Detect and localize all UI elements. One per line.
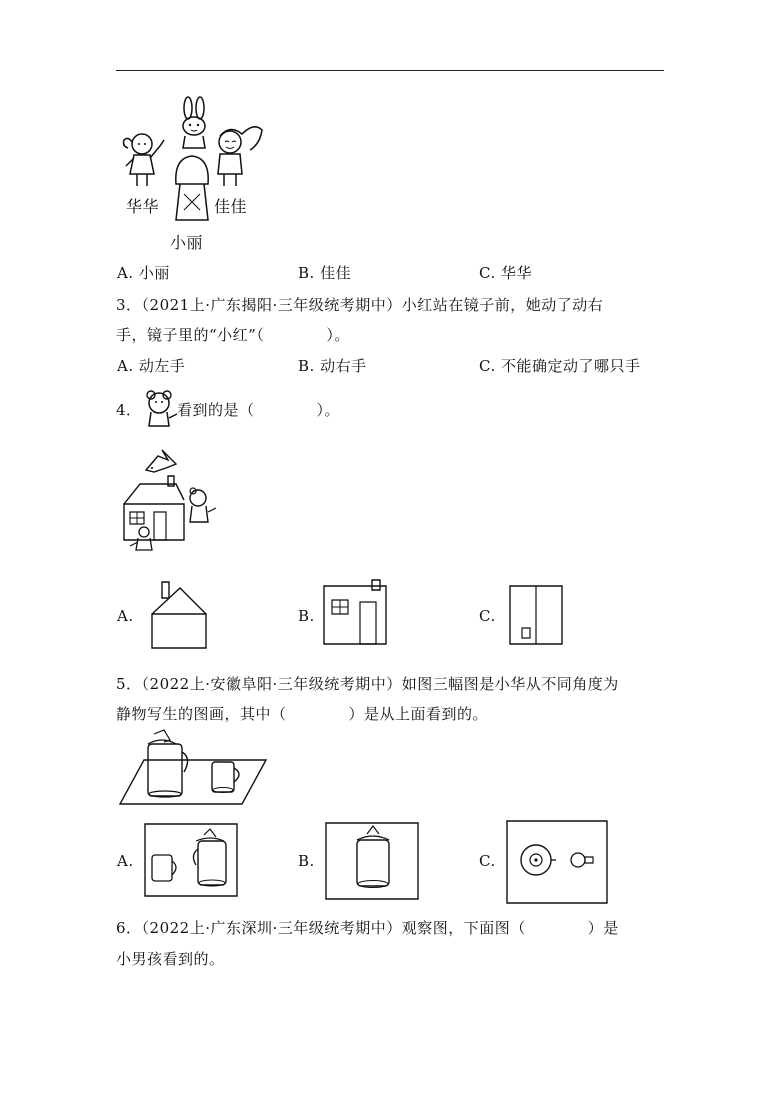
q4-option-b-label[interactable]: B. (298, 607, 315, 625)
q5-option-b-label[interactable]: B. (298, 852, 315, 870)
option-letter: B. (298, 264, 315, 282)
name-jiajia: 佳佳 (214, 197, 248, 216)
q3-option-b[interactable] (298, 356, 367, 376)
q6-stem-line1: 6．（2022上·广东深圳·三年级统考期中）观察图，下面图（ ）是 (116, 919, 619, 937)
girl-jiajia-icon (210, 120, 265, 190)
house-side-b-icon[interactable] (322, 578, 388, 646)
q4-option-a-label[interactable]: A. (117, 607, 134, 625)
house-back-c-icon[interactable] (508, 584, 564, 646)
still-life-side-b-icon[interactable] (325, 822, 419, 900)
q5-still-life (118, 730, 268, 805)
q5-stem-line2: 静物写生的图画，其中（ ）是从上面看到的。 (116, 705, 489, 723)
option-letter: C. (479, 357, 496, 375)
q5-stem-line1: 5．（2022上·安徽阜阳·三年级统考期中）如图三幅图是小华从不同角度为 (116, 675, 619, 693)
bear-icon (143, 388, 179, 428)
option-letter: A. (117, 357, 134, 375)
header-rule (116, 70, 664, 71)
q2-figure (110, 92, 280, 257)
q4-option-c-label[interactable]: C. (479, 607, 496, 625)
house-icon (124, 476, 184, 540)
q4-scene (118, 446, 228, 556)
option-text: 不能确定动了哪只手 (501, 357, 641, 375)
kid-icon (130, 527, 152, 550)
q3-option-a[interactable] (117, 356, 185, 376)
q3-stem-line2: 手，镜子里的“小红”（ ）。 (116, 326, 350, 344)
option-text: 动右手 (320, 357, 367, 375)
girl-huahua-icon (120, 130, 170, 192)
q2-option-b[interactable] (298, 263, 351, 283)
teapot-icon (148, 730, 188, 797)
q5-option-c-label[interactable]: C. (479, 852, 496, 870)
option-text: 小丽 (138, 264, 170, 282)
q6-stem-line2: 小男孩看到的。 (116, 950, 225, 968)
q2-option-c[interactable] (479, 263, 532, 283)
option-text: 动左手 (138, 357, 186, 375)
option-letter: C. (479, 264, 496, 282)
still-life-top-c-icon[interactable] (506, 820, 608, 904)
option-letter: A. (117, 264, 134, 282)
option-text: 华华 (501, 264, 533, 282)
option-text: 佳佳 (320, 264, 352, 282)
name-huahua: 华华 (126, 197, 160, 216)
option-letter: B. (298, 357, 315, 375)
still-life-front-a-icon[interactable] (144, 823, 238, 897)
q5-option-a-label[interactable]: A. (117, 852, 134, 870)
rabbit-figure-icon (174, 96, 214, 156)
house-front-a-icon[interactable] (148, 580, 210, 650)
bear-side-icon (190, 488, 216, 522)
q2-option-a[interactable] (117, 263, 170, 283)
cup-icon (212, 762, 239, 793)
bird-icon (146, 450, 176, 472)
q3-stem-line1: 3．（2021上·广东揭阳·三年级统考期中）小红站在镜子前，她动了动右 (116, 296, 604, 314)
name-xiaoli: 小丽 (170, 233, 204, 252)
q4-number: 4． (116, 401, 142, 419)
q3-option-c[interactable] (479, 356, 641, 376)
q4-stem: 看到的是（ ）。 (177, 401, 341, 419)
girl-xiaoli-back-icon (170, 150, 214, 228)
